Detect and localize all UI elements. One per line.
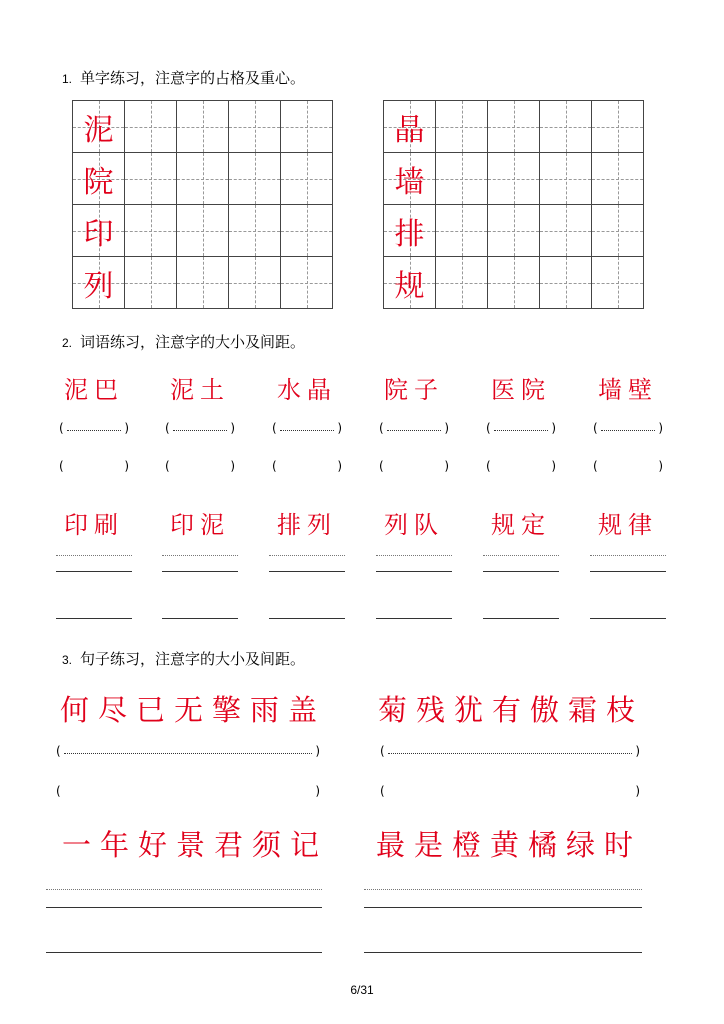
paren-left: ( (380, 744, 385, 758)
paren-right: ) (551, 421, 556, 435)
model-char: 院 (83, 164, 114, 200)
practice-cell[interactable] (488, 205, 540, 257)
writing-guide-dotted (483, 555, 559, 556)
practice-cell[interactable] (488, 101, 540, 153)
writing-line[interactable] (56, 618, 132, 619)
section3-heading (62, 648, 305, 669)
paren-right: ) (444, 421, 449, 435)
paren-left: ( (272, 421, 277, 435)
model-char: 泥 (83, 112, 114, 148)
paren-left: ( (56, 784, 61, 798)
section1-number: 1. (62, 72, 73, 86)
practice-cell[interactable] (177, 101, 229, 153)
model-char-cell (384, 153, 436, 205)
practice-cell[interactable] (540, 153, 592, 205)
writing-line[interactable] (46, 952, 322, 953)
writing-guide-dotted (162, 555, 238, 556)
paren-right: ) (444, 459, 449, 473)
practice-cell[interactable] (229, 153, 281, 205)
practice-cell[interactable] (540, 257, 592, 309)
practice-cell[interactable] (488, 257, 540, 309)
writing-line[interactable] (483, 571, 559, 572)
sentence-1-right: 菊残犹有傲霜枝 (378, 693, 645, 727)
writing-line[interactable] (376, 571, 452, 572)
paren-left: ( (593, 421, 598, 435)
practice-cell[interactable] (540, 205, 592, 257)
section1-title: 单字练习，注意字的占格及重心。 (80, 69, 306, 87)
model-char: 排 (394, 216, 425, 252)
model-char-cell (73, 153, 125, 205)
paren-left: ( (486, 421, 491, 435)
practice-cell[interactable] (281, 101, 333, 153)
practice-cell[interactable] (177, 257, 229, 309)
pinyin-blank-dotted[interactable] (59, 421, 129, 439)
paren-right: ) (315, 784, 320, 798)
paren-right: ) (658, 459, 663, 473)
writing-guide-dotted (46, 889, 322, 890)
pinyin-blank-dotted[interactable] (379, 421, 449, 439)
paren-right: ) (315, 744, 320, 758)
practice-cell[interactable] (229, 205, 281, 257)
vocab-word: 规定 (491, 511, 551, 539)
practice-grid-right (383, 100, 644, 309)
model-char: 晶 (394, 112, 425, 148)
model-char-cell (73, 205, 125, 257)
pinyin-blank[interactable] (486, 459, 556, 477)
pinyin-blank-dotted[interactable] (165, 421, 235, 439)
writing-guide-dotted (269, 555, 345, 556)
model-char: 墙 (394, 164, 425, 200)
paren-left: ( (380, 784, 385, 798)
model-char: 列 (83, 268, 114, 304)
pinyin-blank-dotted[interactable] (380, 744, 640, 762)
practice-cell[interactable] (125, 205, 177, 257)
practice-cell[interactable] (229, 257, 281, 309)
pinyin-blank-dotted[interactable] (486, 421, 556, 439)
practice-cell[interactable] (436, 101, 488, 153)
practice-cell[interactable] (592, 257, 644, 309)
section3-title: 句子练习，注意字的大小及间距。 (80, 650, 306, 668)
paren-left: ( (59, 459, 64, 473)
pinyin-blank[interactable] (380, 784, 640, 802)
writing-guide-dotted (376, 555, 452, 556)
writing-line[interactable] (162, 618, 238, 619)
writing-line[interactable] (483, 618, 559, 619)
practice-cell[interactable] (125, 153, 177, 205)
model-char: 印 (83, 216, 114, 252)
pinyin-blank[interactable] (379, 459, 449, 477)
paren-right: ) (658, 421, 663, 435)
practice-grid-left (72, 100, 333, 309)
section2-number: 2. (62, 336, 73, 350)
paren-right: ) (230, 459, 235, 473)
paren-right: ) (635, 784, 640, 798)
practice-cell[interactable] (592, 153, 644, 205)
model-char-cell (73, 257, 125, 309)
vocab-word: 医院 (491, 376, 551, 404)
section1-heading (62, 67, 305, 88)
vocab-word: 排列 (277, 511, 337, 539)
section2-heading (62, 331, 305, 352)
writing-line[interactable] (364, 952, 642, 953)
paren-left: ( (56, 744, 61, 758)
writing-line[interactable] (590, 618, 666, 619)
pinyin-blank[interactable] (56, 784, 320, 802)
paren-left: ( (379, 459, 384, 473)
vocab-word: 泥土 (170, 376, 230, 404)
writing-line[interactable] (364, 907, 642, 908)
model-char-cell (384, 101, 436, 153)
paren-right: ) (124, 459, 129, 473)
vocab-word: 印刷 (64, 511, 124, 539)
practice-cell[interactable] (125, 101, 177, 153)
writing-line[interactable] (46, 907, 322, 908)
writing-line[interactable] (376, 618, 452, 619)
writing-guide-dotted (56, 555, 132, 556)
practice-cell[interactable] (592, 205, 644, 257)
paren-left: ( (59, 421, 64, 435)
vocab-word: 水晶 (277, 376, 337, 404)
sentence-2-left: 一年好景君须记 (62, 828, 329, 862)
writing-guide-dotted (590, 555, 666, 556)
pinyin-blank-dotted[interactable] (56, 744, 320, 762)
practice-cell[interactable] (281, 153, 333, 205)
practice-cell[interactable] (540, 101, 592, 153)
pinyin-blank[interactable] (272, 459, 342, 477)
practice-cell[interactable] (436, 153, 488, 205)
paren-left: ( (165, 459, 170, 473)
paren-left: ( (379, 421, 384, 435)
paren-right: ) (124, 421, 129, 435)
pinyin-blank[interactable] (593, 459, 663, 477)
vocab-word: 规律 (598, 511, 658, 539)
pinyin-blank[interactable] (59, 459, 129, 477)
model-char-cell (384, 205, 436, 257)
writing-line[interactable] (162, 571, 238, 572)
page-number: 6/31 (350, 983, 374, 997)
paren-left: ( (593, 459, 598, 473)
paren-right: ) (635, 744, 640, 758)
paren-right: ) (230, 421, 235, 435)
practice-cell[interactable] (229, 101, 281, 153)
practice-cell[interactable] (436, 205, 488, 257)
writing-line[interactable] (56, 571, 132, 572)
writing-line[interactable] (590, 571, 666, 572)
section2-title: 词语练习，注意字的大小及间距。 (80, 333, 306, 351)
vocab-word: 印泥 (170, 511, 230, 539)
model-char-cell (384, 257, 436, 309)
pinyin-blank-dotted[interactable] (593, 421, 663, 439)
writing-guide-dotted (364, 889, 642, 890)
sentence-2-right: 最是橙黄橘绿时 (376, 828, 643, 862)
practice-cell[interactable] (177, 205, 229, 257)
paren-left: ( (165, 421, 170, 435)
practice-cell[interactable] (592, 101, 644, 153)
practice-cell[interactable] (281, 257, 333, 309)
paren-left: ( (486, 459, 491, 473)
paren-left: ( (272, 459, 277, 473)
writing-line[interactable] (269, 618, 345, 619)
paren-right: ) (337, 459, 342, 473)
vocab-word: 泥巴 (64, 376, 124, 404)
vocab-word: 列队 (384, 511, 444, 539)
pinyin-blank-dotted[interactable] (272, 421, 342, 439)
practice-cell[interactable] (177, 153, 229, 205)
model-char-cell (73, 101, 125, 153)
section3-number: 3. (62, 653, 73, 667)
practice-cell[interactable] (436, 257, 488, 309)
practice-cell[interactable] (125, 257, 177, 309)
paren-right: ) (337, 421, 342, 435)
practice-cell[interactable] (488, 153, 540, 205)
paren-right: ) (551, 459, 556, 473)
model-char: 规 (394, 268, 425, 304)
writing-line[interactable] (269, 571, 345, 572)
sentence-1-left: 何尽已无擎雨盖 (60, 693, 327, 727)
pinyin-blank[interactable] (165, 459, 235, 477)
practice-cell[interactable] (281, 205, 333, 257)
vocab-word: 院子 (384, 376, 444, 404)
vocab-word: 墙壁 (598, 376, 658, 404)
